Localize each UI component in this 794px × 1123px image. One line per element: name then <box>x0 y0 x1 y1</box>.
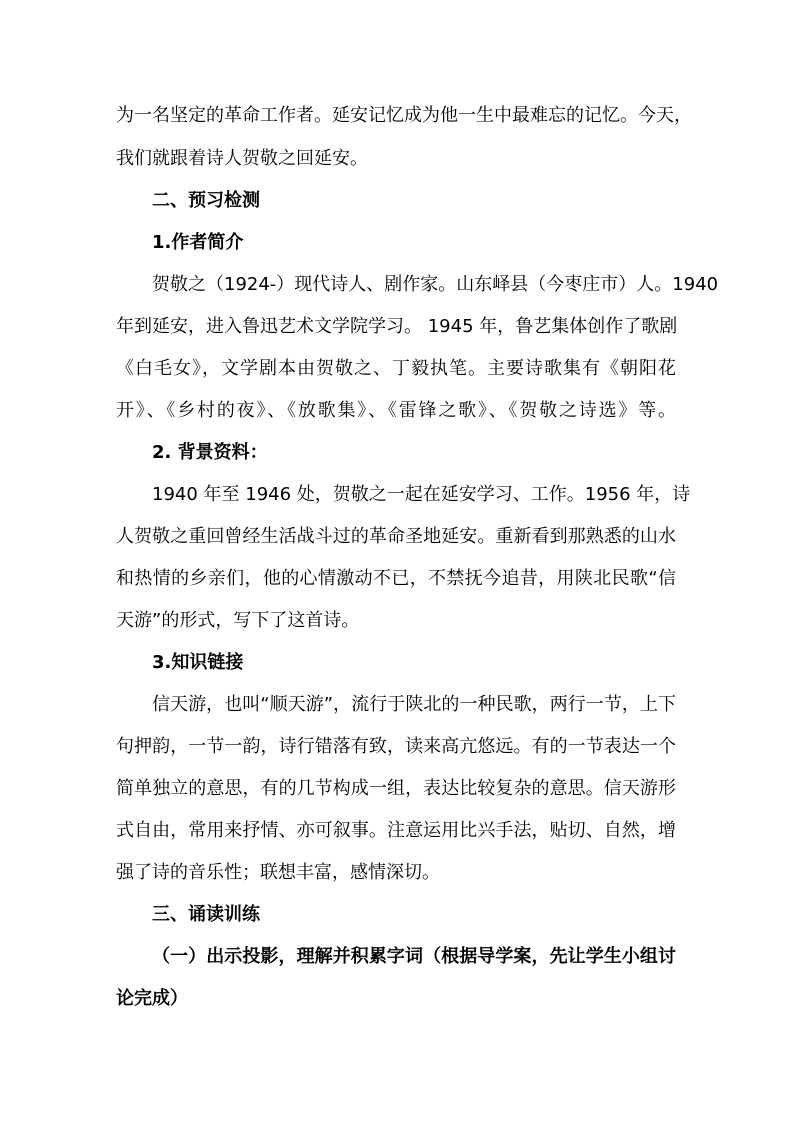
paragraph-line: 和热情的乡亲们，他的心情激动不已，不禁抚今追昔，用陕北民歌“信 <box>116 568 676 589</box>
paragraph-line: 开》、《乡村的夜》、《放歌集》、《雷锋之歌》、《贺敬之诗选》等。 <box>116 400 676 421</box>
paragraph-line: 年到延安，进入鲁迅艺术文学院学习。 1945 年，鲁艺集体创作了歌剧 <box>116 316 678 337</box>
paragraph-line: （一）出示投影，理解并积累字词（根据导学案，先让学生小组讨 <box>152 946 676 967</box>
paragraph-line: 论完成） <box>116 988 188 1009</box>
paragraph-line: 为一名坚定的革命工作者。延安记忆成为他一生中最难忘的记忆。今天， <box>116 105 692 126</box>
subsection-heading: 1.作者简介 <box>152 232 244 253</box>
subsection-heading: 2. 背景资料： <box>152 442 268 463</box>
subsection-heading: 3.知识链接 <box>152 652 244 673</box>
section-heading: 三、诵读训练 <box>152 904 260 925</box>
paragraph-line: 强了诗的音乐性；联想丰富，感情深切。 <box>116 862 440 883</box>
paragraph-line: 天游”的形式，写下了这首诗。 <box>116 610 360 631</box>
paragraph-line: 信天游，也叫“顺天游”，流行于陕北的一种民歌，两行一节，上下 <box>152 694 676 715</box>
paragraph-line: 人贺敬之重回曾经生活战斗过的革命圣地延安。重新看到那熟悉的山水 <box>116 526 676 547</box>
section-heading: 二、预习检测 <box>152 190 260 211</box>
paragraph-line: 句押韵，一节一韵，诗行错落有致，读来高亢悠远。有的一节表达一个 <box>116 736 676 757</box>
paragraph-line: 1940 年至 1946 处，贺敬之一起在延安学习、工作。1956 年，诗 <box>152 484 691 505</box>
paragraph-line: 贺敬之（1924-）现代诗人、剧作家。山东峄县（今枣庄市）人。1940 <box>152 274 719 295</box>
paragraph-line: 简单独立的意思，有的几节构成一组，表达比较复杂的意思。信天游形 <box>116 778 676 799</box>
paragraph-line: 我们就跟着诗人贺敬之回延安。 <box>116 148 368 169</box>
paragraph-line: 《白毛女》，文学剧本由贺敬之、丁毅执笔。主要诗歌集有《朝阳花 <box>116 358 676 379</box>
paragraph-line: 式自由，常用来抒情、亦可叙事。注意运用比兴手法，贴切、自然，增 <box>116 820 676 841</box>
